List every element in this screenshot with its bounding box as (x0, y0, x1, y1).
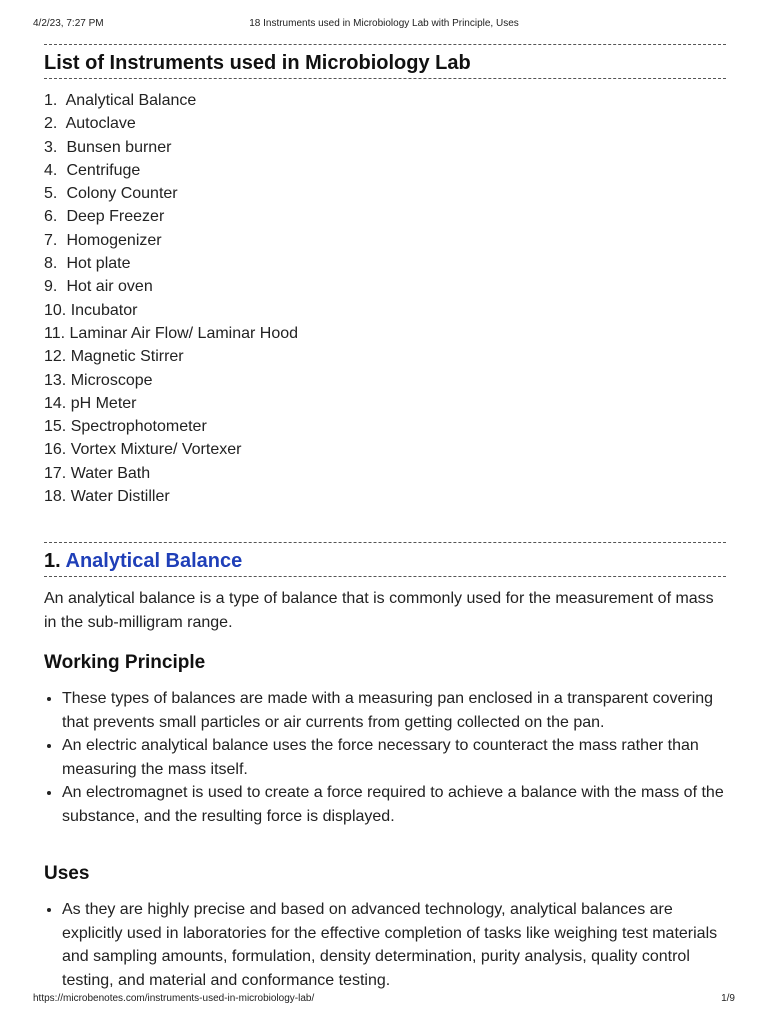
list-item: 13. Microscope (44, 371, 153, 389)
section-title-link[interactable]: Analytical Balance (65, 550, 243, 573)
list-item-link[interactable]: pH Meter (70, 394, 137, 412)
list-item: 5. Colony Counter (44, 185, 178, 203)
page-number: 1/9 (721, 993, 735, 1004)
page-url: https://microbenotes.com/instruments-used-in-microbiology-lab/ (33, 993, 315, 1004)
list-item-link[interactable]: Vortex Mixture/ Vortexer (70, 441, 242, 459)
list-item: 14. pH Meter (44, 394, 137, 412)
list-item: • As they are highly precise and based on advanced technology, analytical balances are explicitly used in laboratories for the effective completion of tasks like weighing test materials and sampling amounts, formulation, density determination, purity analysis, quality control testing, and material and conformance testing. (62, 898, 726, 992)
list-item-link[interactable]: Bunsen burner (66, 138, 172, 156)
print-footer (33, 993, 735, 1007)
list-item: 4. Centrifuge (44, 161, 141, 179)
list-item-link[interactable]: Colony Counter (66, 185, 178, 203)
list-item-link[interactable]: Hot air oven (66, 278, 153, 296)
list-item: 10. Incubator (44, 301, 138, 319)
list-item-link[interactable]: Water Bath (70, 464, 151, 482)
list-item: 12. Magnetic Stirrer (44, 348, 184, 366)
list-item: 7. Homogenizer (44, 231, 162, 249)
list-item: 2. Autoclave (44, 115, 136, 133)
list-heading: List of Instruments used in Microbiology Lab (44, 52, 471, 74)
list-item-link[interactable]: Autoclave (65, 115, 136, 133)
uses-heading: Uses (44, 863, 90, 885)
list-item: 18. Water Distiller (44, 488, 170, 506)
principle-heading: Working Principle (44, 652, 206, 674)
list-item: 6. Deep Freezer (44, 208, 165, 226)
divider (44, 576, 726, 577)
list-item-link[interactable]: Deep Freezer (66, 208, 165, 226)
section-number: 1. (44, 550, 61, 573)
list-item: 11. Laminar Air Flow/ Laminar Hood (44, 324, 299, 342)
list-item-link[interactable]: Analytical Balance (65, 92, 197, 109)
uses-list (44, 898, 726, 992)
list-item: 1. Analytical Balance (44, 92, 197, 109)
list-item: 16. Vortex Mixture/ Vortexer (44, 441, 242, 459)
intro-paragraph: An analytical balance is a type of balance that is commonly used for the measurement of mass in the sub-milligram range. (44, 590, 714, 632)
print-date: 4/2/23, 7:27 PM (33, 18, 104, 29)
list-item: 15. Spectrophotometer (44, 418, 207, 436)
list-item-link[interactable]: Homogenizer (66, 231, 162, 249)
print-header (33, 18, 735, 32)
print-title: 18 Instruments used in Microbiology Lab with Principle, Uses (249, 18, 519, 29)
section-heading (44, 543, 726, 576)
instrument-list (44, 89, 726, 508)
list-item: • An electric analytical balance uses the force necessary to counteract the mass rather than measuring the mass itself. (62, 734, 726, 781)
list-item: 3. Bunsen burner (44, 138, 172, 156)
principle-list (44, 687, 726, 828)
list-item: 9. Hot air oven (44, 278, 153, 296)
list-item: • These types of balances are made with a measuring pan enclosed in a transparent covering that prevents small particles or air currents from getting collected on the pan. (62, 687, 726, 734)
article-content (44, 44, 726, 992)
list-item-link[interactable]: Spectrophotometer (70, 418, 207, 436)
list-item-link[interactable]: Hot plate (66, 255, 131, 273)
list-item-link[interactable]: Incubator (70, 301, 138, 319)
list-item-link[interactable]: Water Distiller (70, 488, 170, 506)
list-item: 8. Hot plate (44, 255, 131, 273)
list-item-link[interactable]: Laminar Air Flow/ Laminar Hood (69, 324, 299, 342)
list-item-link[interactable]: Magnetic Stirrer (70, 348, 184, 366)
list-item: 17. Water Bath (44, 464, 151, 482)
divider (44, 78, 726, 79)
list-item-link[interactable]: Microscope (70, 371, 153, 389)
list-item: • An electromagnet is used to create a force required to achieve a balance with the mass of the substance, and the resulting force is displayed. (62, 781, 726, 828)
list-item-link[interactable]: Centrifuge (66, 161, 141, 179)
